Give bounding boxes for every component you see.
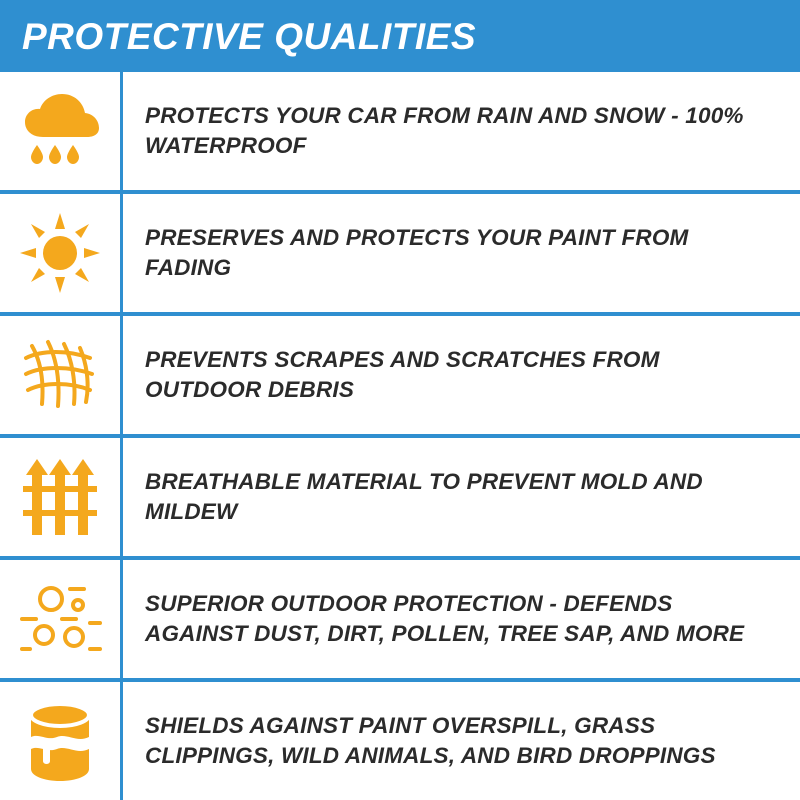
icon-cell — [0, 682, 120, 800]
paint-can-icon — [21, 699, 99, 783]
feature-row — [0, 316, 800, 438]
feature-row — [0, 438, 800, 560]
feature-row — [0, 72, 800, 194]
dust-particles-icon — [18, 579, 102, 659]
text-cell — [123, 223, 800, 282]
text-cell — [123, 711, 800, 770]
icon-cell — [0, 72, 120, 190]
text-cell — [123, 101, 800, 160]
breathable-arrows-icon — [21, 457, 99, 537]
text-cell — [123, 589, 800, 648]
feature-row — [0, 194, 800, 316]
feature-text: SUPERIOR OUTDOOR PROTECTION - DEFENDS AGAINST DUST, DIRT, POLLEN, TREE SAP, AND MORE — [145, 591, 745, 646]
rain-cloud-icon — [17, 91, 103, 171]
feature-row — [0, 560, 800, 682]
icon-cell — [0, 194, 120, 312]
icon-cell — [0, 316, 120, 434]
feature-text: PROTECTS YOUR CAR FROM RAIN AND SNOW - 100% WATERPROOF — [145, 103, 744, 158]
icon-cell — [0, 560, 120, 678]
scratched-mesh-icon — [20, 336, 100, 414]
feature-text: BREATHABLE MATERIAL TO PREVENT MOLD AND MILDEW — [145, 469, 703, 524]
page-title: PROTECTIVE QUALITIES — [22, 15, 477, 57]
sun-icon — [18, 211, 102, 295]
feature-text: PREVENTS SCRAPES AND SCRATCHES FROM OUTDOOR DEBRIS — [145, 347, 660, 402]
text-cell — [123, 467, 800, 526]
text-cell — [123, 345, 800, 404]
feature-row — [0, 682, 800, 800]
header-bar — [0, 0, 800, 72]
icon-cell — [0, 438, 120, 556]
feature-text: SHIELDS AGAINST PAINT OVERSPILL, GRASS CLIPPINGS, WILD ANIMALS, AND BIRD DROPPINGS — [145, 713, 716, 768]
feature-list — [0, 72, 800, 800]
feature-text: PRESERVES AND PROTECTS YOUR PAINT FROM FADING — [145, 225, 689, 280]
